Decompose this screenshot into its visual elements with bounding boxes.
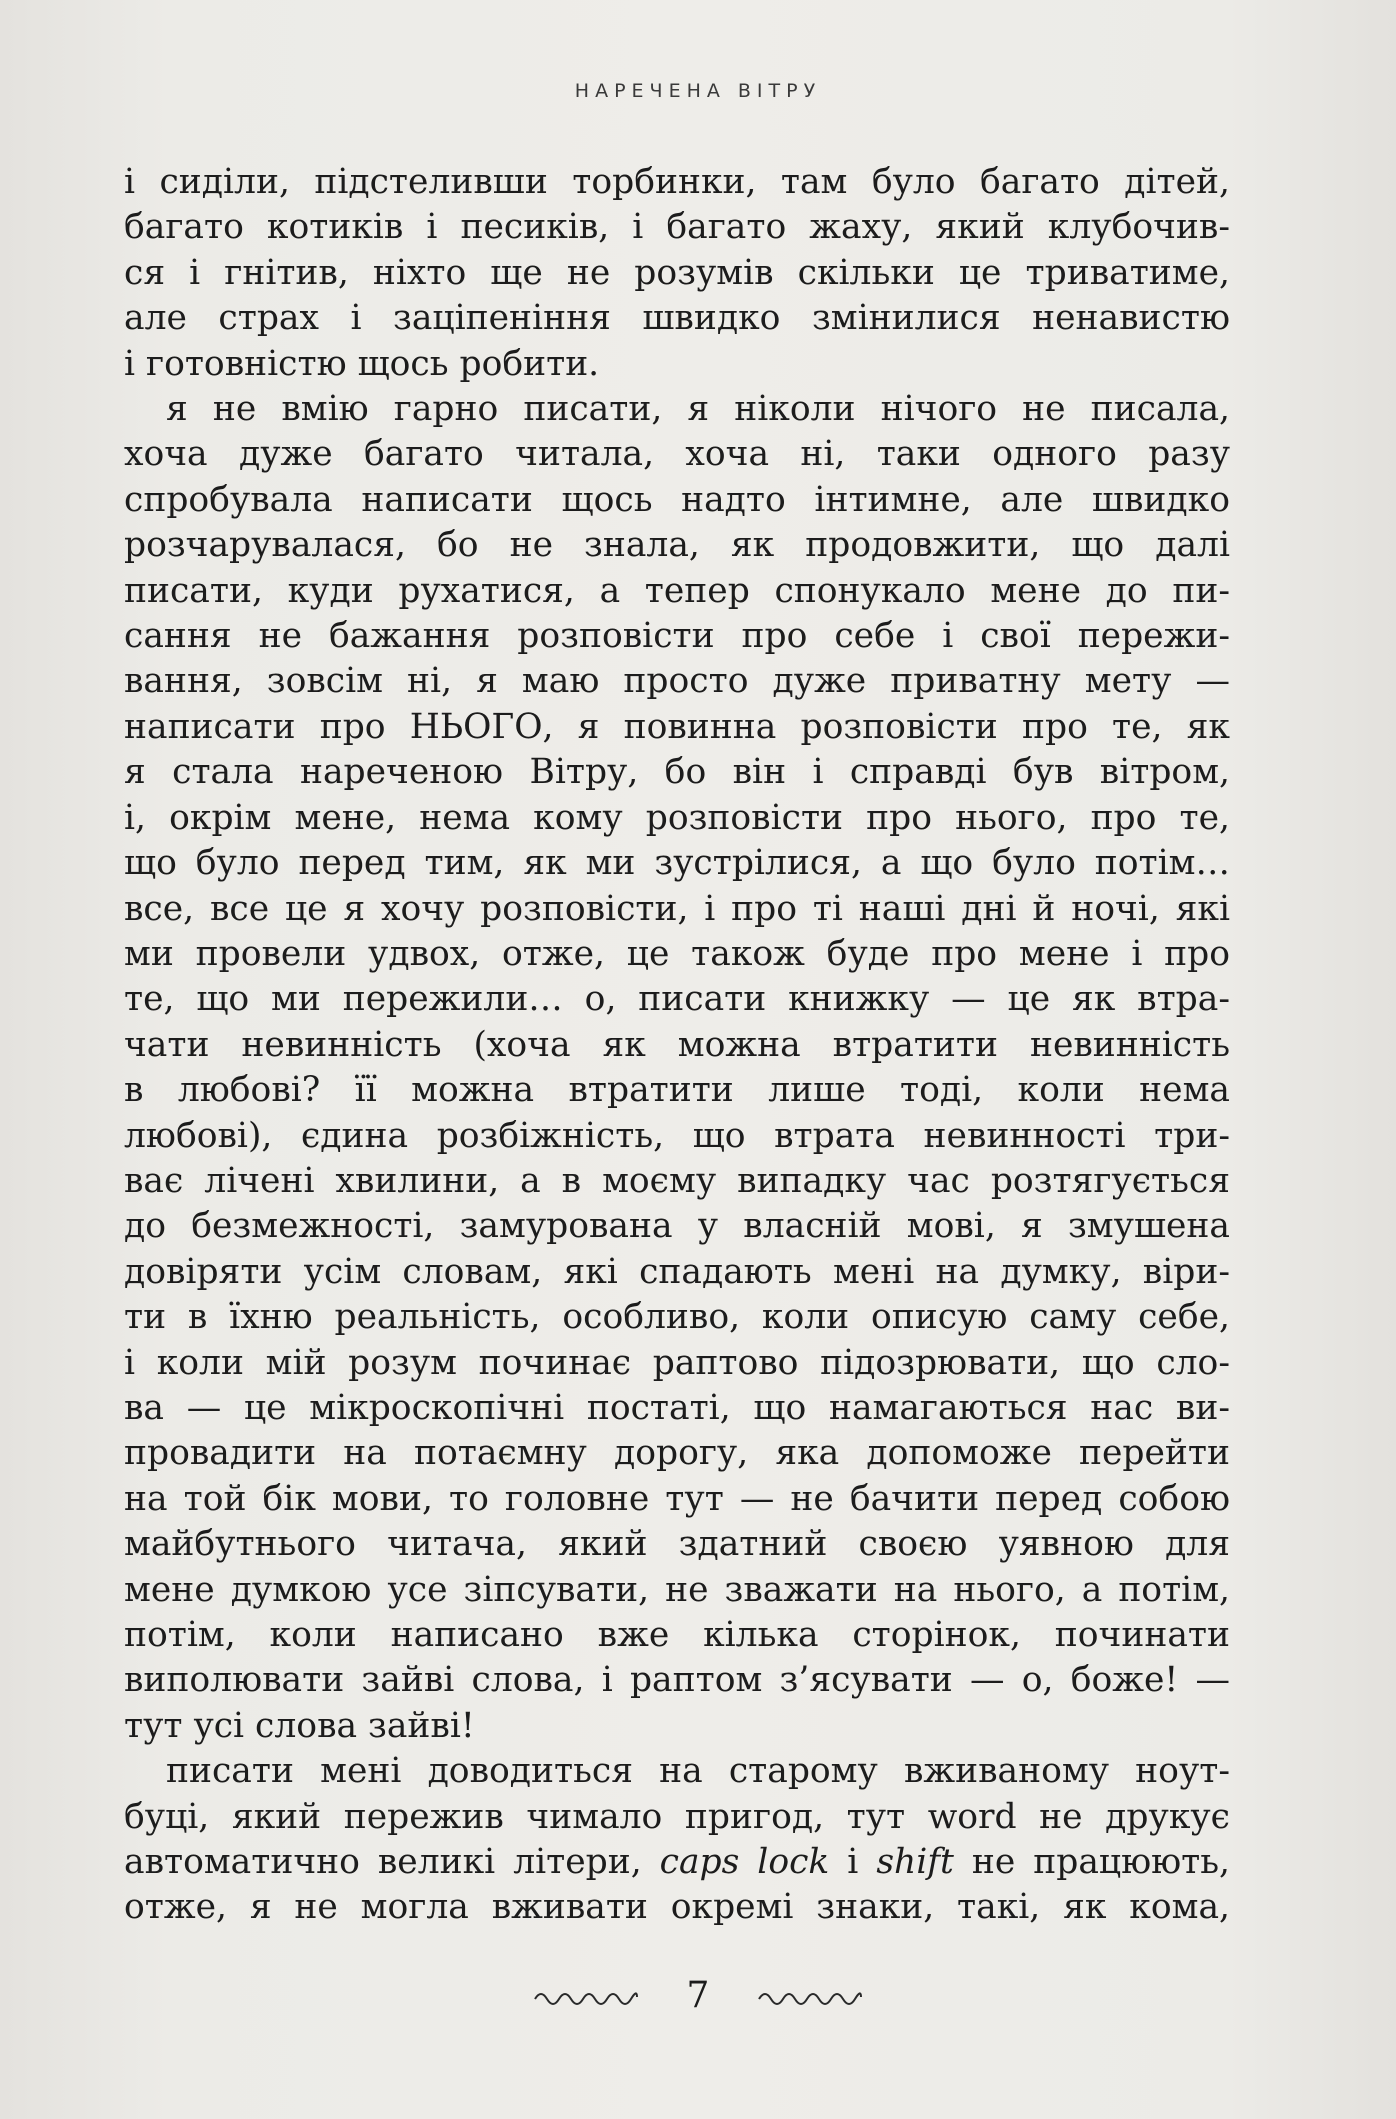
text-line: багато котиків і песиків, і багато жаху, який клубочив- (124, 207, 1230, 248)
text-line: до безмежності, замурована у власній мові, я змушена (124, 1206, 1230, 1247)
text-line: автоматично великі літери, caps lock і shift не працюють, (124, 1842, 1230, 1883)
text-line: розчарувалася, бо не знала, як продовжити, що далі (124, 525, 1230, 566)
text-line: буці, який пережив чимало пригод, тут word не друкує (124, 1796, 1230, 1837)
text-line: хоча дуже багато читала, хоча ні, таки одного разу (124, 434, 1230, 475)
text-line: але страх і заціпеніння швидко змінилися ненавистю (124, 298, 1230, 339)
text-line: мене думкою усе зіпсувати, не зважати на нього, а потім, (124, 1569, 1230, 1610)
text-line: ти в їхню реальність, особливо, коли описую саму себе, (124, 1297, 1230, 1338)
text-line: написати про НЬОГО, я повинна розповісти про те, як (124, 706, 1230, 747)
body-text (124, 160, 1230, 1931)
page-footer (0, 1975, 1396, 2016)
text-line: спробувала написати щось надто інтимне, але швидко (124, 479, 1230, 520)
paragraph-2 (124, 387, 1230, 1749)
text-line: і коли мій розум починає раптово підозрювати, що сло- (124, 1342, 1230, 1383)
text-line: потім, коли написано вже кілька сторінок, починати (124, 1615, 1230, 1655)
text-line: я не вмію гарно писати, я ніколи нічого не писала, (166, 389, 1230, 430)
text-line: виполювати зайві слова, і раптом з’ясувати — о, боже! — (124, 1660, 1230, 1701)
text-line: все, все це я хочу розповісти, і про ті наші дні й ночі, які (124, 888, 1230, 929)
text-line: і сиділи, підстеливши торбинки, там було багато дітей, (124, 162, 1230, 202)
text-line: ми провели удвох, отже, це також буде про мене і про (124, 933, 1230, 974)
text-line: писати мені доводиться на старому вживаному ноут- (166, 1751, 1230, 1792)
text-line: тут усі слова зайві! (124, 1705, 475, 1746)
text-line: отже, я не могла вживати окремі знаки, такі, як кома, (124, 1887, 1230, 1928)
wave-ornament-left (533, 1987, 639, 2005)
paragraph-1 (124, 160, 1230, 387)
text-line: в любові? її можна втратити лише тоді, коли нема (124, 1070, 1230, 1111)
text-line: і готовністю щось робити. (124, 343, 600, 384)
paragraph-3 (124, 1749, 1230, 1931)
italic-term: caps lock (659, 1842, 830, 1883)
text-line: ває лічені хвилини, а в моєму випадку час розтягується (124, 1160, 1230, 1201)
text-line: писати, куди рухатися, а тепер спонукало мене до пи- (124, 570, 1230, 611)
running-head: НАРЕЧЕНА ВІТРУ (574, 80, 822, 102)
text-line: вання, зовсім ні, я маю просто дуже приватну мету — (124, 661, 1230, 702)
text-line: довіряти усім словам, які спадають мені на думку, віри- (124, 1251, 1230, 1292)
text-line: і, окрім мене, нема кому розповісти про нього, про те, (124, 797, 1230, 838)
text-line: ва — це мікроскопічні постаті, що намагаються нас ви- (124, 1387, 1230, 1428)
text-line: любові), єдина розбіжність, що втрата невинності три- (124, 1115, 1230, 1156)
text-line: провадити на потаємну дорогу, яка допоможе перейти (124, 1433, 1230, 1474)
italic-term: shift (876, 1842, 954, 1883)
text-line: сання не бажання розповісти про себе і свої пережи- (124, 616, 1230, 657)
text-line: чати невинність (хоча як можна втратити невинність (124, 1024, 1230, 1065)
text-line: я стала нареченою Вітру, бо він і справді був вітром, (124, 752, 1230, 793)
text-line: ся і гнітив, ніхто ще не розумів скільки це триватиме, (124, 252, 1230, 293)
wave-ornament-right (757, 1987, 863, 2005)
text-line: що було перед тим, як ми зустрілися, а що було потім… (124, 843, 1230, 884)
text-line: на той бік мови, то головне тут — не бачити перед собою (124, 1478, 1230, 1519)
text-line: те, що ми пережили… о, писати книжку — це як втра- (124, 979, 1230, 1020)
page-number: 7 (686, 1975, 710, 2016)
text-line: майбутнього читача, який здатний своєю уявною для (124, 1524, 1230, 1565)
